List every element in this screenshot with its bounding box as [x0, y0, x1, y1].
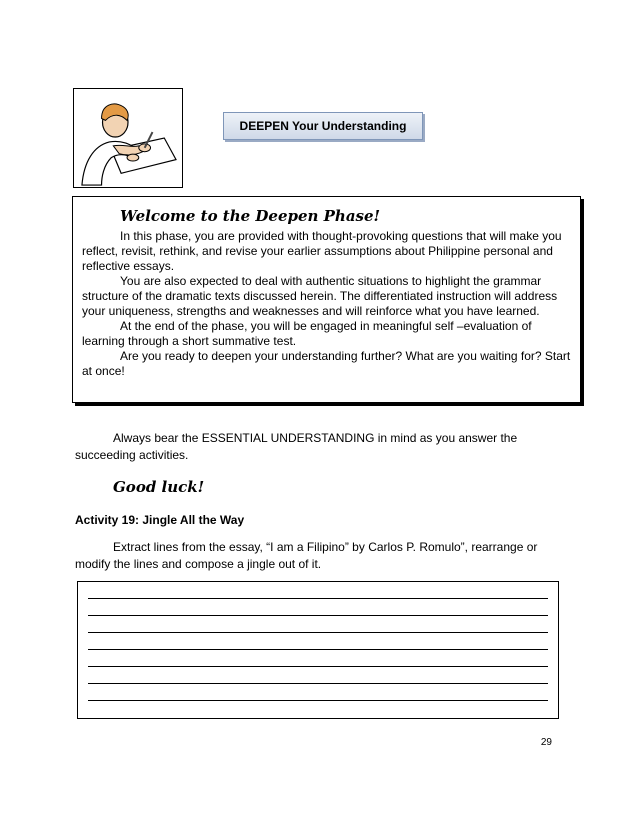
- answer-line[interactable]: [88, 590, 548, 599]
- essential-understanding-note: Always bear the ESSENTIAL UNDERSTANDING in mind as you answer the succeeding activities.: [75, 431, 518, 462]
- student-writing-illustration: [73, 88, 183, 188]
- answer-line[interactable]: [88, 607, 548, 616]
- welcome-paragraph: You are also expected to deal with authentic situations to highlight the grammar structure of the dramatic texts discussed herein. The differentiated instruction will address your uniqueness, strengths and weaknesses and will reinforce what you have learned.: [82, 274, 558, 318]
- activity-title: Activity 19: Jingle All the Way: [75, 513, 245, 527]
- welcome-paragraph: At the end of the phase, you will be engaged in meaningful self –evaluation of learning through a short summative test.: [82, 319, 532, 348]
- welcome-title: Welcome to the Deepen Phase!: [120, 207, 381, 225]
- good-luck-heading: Good luck!: [113, 478, 205, 496]
- student-writing-icon: [74, 89, 182, 187]
- answer-line[interactable]: [88, 675, 548, 684]
- answer-line[interactable]: [88, 692, 548, 701]
- welcome-paragraph: Are you ready to deepen your understanding further? What are you waiting for? Start at once!: [82, 349, 571, 378]
- answer-line[interactable]: [88, 624, 548, 633]
- welcome-paragraph: In this phase, you are provided with thought-provoking questions that will make you reflect, revisit, rethink, and revise your earlier assumptions about Philippine personal and reflective essays.: [82, 229, 562, 273]
- answer-box[interactable]: [77, 581, 559, 719]
- answer-line[interactable]: [88, 658, 548, 667]
- activity-instructions: Extract lines from the essay, “I am a Filipino” by Carlos P. Romulo”, rearrange or modify the lines and compose a jingle out of it.: [75, 540, 538, 571]
- page-number: 29: [540, 737, 552, 748]
- welcome-box: [72, 196, 581, 403]
- answer-line[interactable]: [88, 641, 548, 650]
- deepen-banner: DEEPEN Your Understanding: [223, 112, 423, 140]
